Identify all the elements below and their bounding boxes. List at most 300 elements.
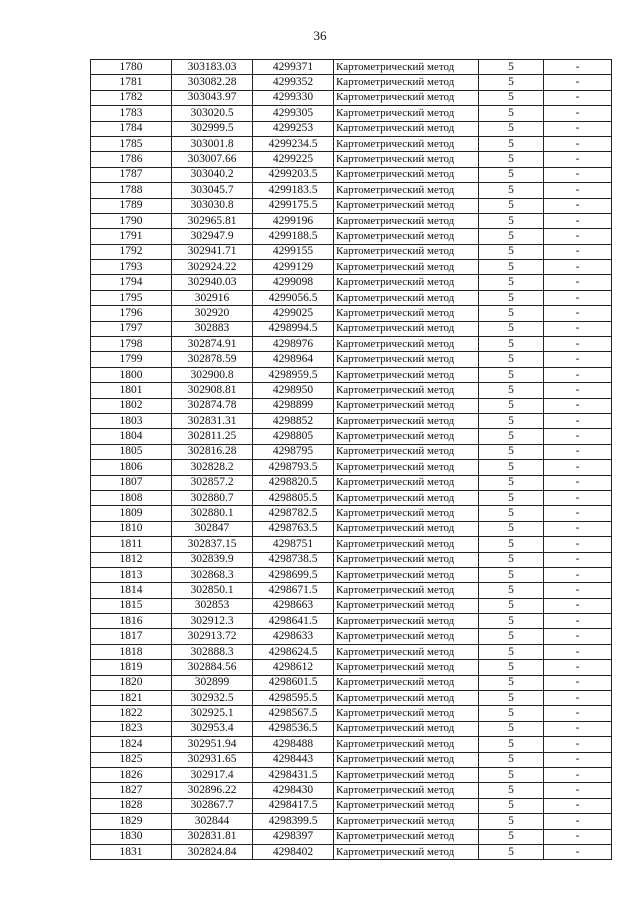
note-cell: - (544, 567, 612, 582)
x-coordinate-cell: 302874.91 (172, 337, 253, 352)
accuracy-cell: 5 (479, 644, 544, 659)
table-row (91, 60, 612, 75)
method-cell: Картометрический метод (334, 721, 479, 736)
x-coordinate-cell: 302811.25 (172, 429, 253, 444)
table-row (91, 798, 612, 813)
y-coordinate-cell: 4298805.5 (253, 490, 334, 505)
accuracy-cell: 5 (479, 75, 544, 90)
note-cell: - (544, 321, 612, 336)
table-row (91, 229, 612, 244)
x-coordinate-cell: 302831.31 (172, 413, 253, 428)
accuracy-cell: 5 (479, 136, 544, 151)
coordinates-table (90, 59, 612, 860)
x-coordinate-cell: 302853 (172, 598, 253, 613)
note-cell: - (544, 121, 612, 136)
point-number-cell: 1822 (91, 706, 172, 721)
accuracy-cell: 5 (479, 290, 544, 305)
y-coordinate-cell: 4298663 (253, 598, 334, 613)
accuracy-cell: 5 (479, 352, 544, 367)
accuracy-cell: 5 (479, 675, 544, 690)
method-cell: Картометрический метод (334, 675, 479, 690)
y-coordinate-cell: 4298950 (253, 383, 334, 398)
accuracy-cell: 5 (479, 521, 544, 536)
y-coordinate-cell: 4299253 (253, 121, 334, 136)
table-row (91, 121, 612, 136)
note-cell: - (544, 413, 612, 428)
y-coordinate-cell: 4299203.5 (253, 167, 334, 182)
accuracy-cell: 5 (479, 444, 544, 459)
method-cell: Картометрический метод (334, 367, 479, 382)
accuracy-cell: 5 (479, 167, 544, 182)
method-cell: Картометрический метод (334, 275, 479, 290)
accuracy-cell: 5 (479, 567, 544, 582)
x-coordinate-cell: 302916 (172, 290, 253, 305)
x-coordinate-cell: 302839.9 (172, 552, 253, 567)
note-cell: - (544, 167, 612, 182)
point-number-cell: 1817 (91, 629, 172, 644)
page-number: 36 (313, 28, 327, 43)
table-row (91, 198, 612, 213)
note-cell: - (544, 306, 612, 321)
accuracy-cell: 5 (479, 60, 544, 75)
accuracy-cell: 5 (479, 490, 544, 505)
accuracy-cell: 5 (479, 629, 544, 644)
x-coordinate-cell: 302965.81 (172, 213, 253, 228)
accuracy-cell: 5 (479, 829, 544, 844)
y-coordinate-cell: 4298671.5 (253, 583, 334, 598)
note-cell: - (544, 721, 612, 736)
point-number-cell: 1828 (91, 798, 172, 813)
point-number-cell: 1806 (91, 460, 172, 475)
accuracy-cell: 5 (479, 306, 544, 321)
method-cell: Картометрический метод (334, 521, 479, 536)
table-row (91, 337, 612, 352)
table-row (91, 506, 612, 521)
note-cell: - (544, 429, 612, 444)
point-number-cell: 1819 (91, 660, 172, 675)
table-row (91, 475, 612, 490)
accuracy-cell: 5 (479, 737, 544, 752)
x-coordinate-cell: 302931.65 (172, 752, 253, 767)
method-cell: Картометрический метод (334, 429, 479, 444)
method-cell: Картометрический метод (334, 752, 479, 767)
y-coordinate-cell: 4299025 (253, 306, 334, 321)
x-coordinate-cell: 302899 (172, 675, 253, 690)
table-row (91, 367, 612, 382)
accuracy-cell: 5 (479, 90, 544, 105)
accuracy-cell: 5 (479, 429, 544, 444)
accuracy-cell: 5 (479, 244, 544, 259)
table-row (91, 537, 612, 552)
y-coordinate-cell: 4298399.5 (253, 814, 334, 829)
y-coordinate-cell: 4298820.5 (253, 475, 334, 490)
note-cell: - (544, 660, 612, 675)
method-cell: Картометрический метод (334, 444, 479, 459)
note-cell: - (544, 183, 612, 198)
note-cell: - (544, 106, 612, 121)
y-coordinate-cell: 4299234.5 (253, 136, 334, 151)
accuracy-cell: 5 (479, 783, 544, 798)
y-coordinate-cell: 4298417.5 (253, 798, 334, 813)
y-coordinate-cell: 4298751 (253, 537, 334, 552)
table-row (91, 75, 612, 90)
note-cell: - (544, 614, 612, 629)
method-cell: Картометрический метод (334, 198, 479, 213)
table-row (91, 429, 612, 444)
note-cell: - (544, 475, 612, 490)
table-row (91, 106, 612, 121)
y-coordinate-cell: 4298612 (253, 660, 334, 675)
point-number-cell: 1792 (91, 244, 172, 259)
x-coordinate-cell: 303082.28 (172, 75, 253, 90)
y-coordinate-cell: 4299183.5 (253, 183, 334, 198)
table-row (91, 737, 612, 752)
x-coordinate-cell: 302932.5 (172, 691, 253, 706)
table-row (91, 136, 612, 151)
y-coordinate-cell: 4298601.5 (253, 675, 334, 690)
note-cell: - (544, 737, 612, 752)
table-row (91, 244, 612, 259)
x-coordinate-cell: 302951.94 (172, 737, 253, 752)
method-cell: Картометрический метод (334, 567, 479, 582)
accuracy-cell: 5 (479, 706, 544, 721)
note-cell: - (544, 537, 612, 552)
x-coordinate-cell: 302912.3 (172, 614, 253, 629)
note-cell: - (544, 490, 612, 505)
table-row (91, 321, 612, 336)
point-number-cell: 1783 (91, 106, 172, 121)
method-cell: Картометрический метод (334, 798, 479, 813)
accuracy-cell: 5 (479, 814, 544, 829)
point-number-cell: 1818 (91, 644, 172, 659)
note-cell: - (544, 552, 612, 567)
note-cell: - (544, 367, 612, 382)
table-row (91, 814, 612, 829)
table-row (91, 614, 612, 629)
method-cell: Картометрический метод (334, 321, 479, 336)
y-coordinate-cell: 4298402 (253, 844, 334, 859)
coordinates-table-body (91, 60, 612, 860)
method-cell: Картометрический метод (334, 152, 479, 167)
table-row (91, 152, 612, 167)
y-coordinate-cell: 4298431.5 (253, 767, 334, 782)
accuracy-cell: 5 (479, 152, 544, 167)
table-row (91, 844, 612, 859)
method-cell: Картометрический метод (334, 260, 479, 275)
method-cell: Картометрический метод (334, 229, 479, 244)
accuracy-cell: 5 (479, 767, 544, 782)
method-cell: Картометрический метод (334, 829, 479, 844)
y-coordinate-cell: 4298595.5 (253, 691, 334, 706)
x-coordinate-cell: 303007.66 (172, 152, 253, 167)
table-row (91, 583, 612, 598)
y-coordinate-cell: 4298641.5 (253, 614, 334, 629)
x-coordinate-cell: 302900.8 (172, 367, 253, 382)
x-coordinate-cell: 302913.72 (172, 629, 253, 644)
table-row (91, 675, 612, 690)
y-coordinate-cell: 4298738.5 (253, 552, 334, 567)
x-coordinate-cell: 302880.1 (172, 506, 253, 521)
y-coordinate-cell: 4299129 (253, 260, 334, 275)
method-cell: Картометрический метод (334, 383, 479, 398)
point-number-cell: 1811 (91, 537, 172, 552)
y-coordinate-cell: 4298699.5 (253, 567, 334, 582)
accuracy-cell: 5 (479, 229, 544, 244)
method-cell: Картометрический метод (334, 691, 479, 706)
point-number-cell: 1805 (91, 444, 172, 459)
point-number-cell: 1810 (91, 521, 172, 536)
y-coordinate-cell: 4299352 (253, 75, 334, 90)
note-cell: - (544, 275, 612, 290)
point-number-cell: 1826 (91, 767, 172, 782)
note-cell: - (544, 244, 612, 259)
table-row (91, 398, 612, 413)
note-cell: - (544, 213, 612, 228)
method-cell: Картометрический метод (334, 814, 479, 829)
note-cell: - (544, 90, 612, 105)
x-coordinate-cell: 302883 (172, 321, 253, 336)
y-coordinate-cell: 4299225 (253, 152, 334, 167)
point-number-cell: 1799 (91, 352, 172, 367)
point-number-cell: 1802 (91, 398, 172, 413)
note-cell: - (544, 260, 612, 275)
x-coordinate-cell: 302920 (172, 306, 253, 321)
note-cell: - (544, 136, 612, 151)
point-number-cell: 1784 (91, 121, 172, 136)
point-number-cell: 1781 (91, 75, 172, 90)
x-coordinate-cell: 302940.03 (172, 275, 253, 290)
method-cell: Картометрический метод (334, 660, 479, 675)
note-cell: - (544, 691, 612, 706)
method-cell: Картометрический метод (334, 506, 479, 521)
point-number-cell: 1824 (91, 737, 172, 752)
accuracy-cell: 5 (479, 614, 544, 629)
accuracy-cell: 5 (479, 506, 544, 521)
x-coordinate-cell: 302874.78 (172, 398, 253, 413)
method-cell: Картометрический метод (334, 106, 479, 121)
table-row (91, 183, 612, 198)
point-number-cell: 1812 (91, 552, 172, 567)
method-cell: Картометрический метод (334, 583, 479, 598)
x-coordinate-cell: 302908.81 (172, 383, 253, 398)
note-cell: - (544, 444, 612, 459)
table-row (91, 490, 612, 505)
point-number-cell: 1800 (91, 367, 172, 382)
table-row (91, 90, 612, 105)
method-cell: Картометрический метод (334, 552, 479, 567)
method-cell: Картометрический метод (334, 537, 479, 552)
y-coordinate-cell: 4299305 (253, 106, 334, 121)
method-cell: Картометрический метод (334, 90, 479, 105)
point-number-cell: 1801 (91, 383, 172, 398)
y-coordinate-cell: 4299188.5 (253, 229, 334, 244)
table-row (91, 521, 612, 536)
note-cell: - (544, 798, 612, 813)
point-number-cell: 1785 (91, 136, 172, 151)
note-cell: - (544, 460, 612, 475)
note-cell: - (544, 583, 612, 598)
accuracy-cell: 5 (479, 183, 544, 198)
point-number-cell: 1782 (91, 90, 172, 105)
point-number-cell: 1815 (91, 598, 172, 613)
note-cell: - (544, 290, 612, 305)
accuracy-cell: 5 (479, 691, 544, 706)
x-coordinate-cell: 302925.1 (172, 706, 253, 721)
note-cell: - (544, 152, 612, 167)
point-number-cell: 1831 (91, 844, 172, 859)
x-coordinate-cell: 303043.97 (172, 90, 253, 105)
y-coordinate-cell: 4298852 (253, 413, 334, 428)
x-coordinate-cell: 302847 (172, 521, 253, 536)
x-coordinate-cell: 302953.4 (172, 721, 253, 736)
x-coordinate-cell: 302947.9 (172, 229, 253, 244)
y-coordinate-cell: 4299155 (253, 244, 334, 259)
y-coordinate-cell: 4299175.5 (253, 198, 334, 213)
point-number-cell: 1813 (91, 567, 172, 582)
table-row (91, 721, 612, 736)
method-cell: Картометрический метод (334, 244, 479, 259)
y-coordinate-cell: 4299196 (253, 213, 334, 228)
accuracy-cell: 5 (479, 598, 544, 613)
x-coordinate-cell: 303030.8 (172, 198, 253, 213)
method-cell: Картометрический метод (334, 706, 479, 721)
point-number-cell: 1794 (91, 275, 172, 290)
x-coordinate-cell: 302831.81 (172, 829, 253, 844)
accuracy-cell: 5 (479, 106, 544, 121)
x-coordinate-cell: 302888.3 (172, 644, 253, 659)
note-cell: - (544, 521, 612, 536)
note-cell: - (544, 198, 612, 213)
method-cell: Картометрический метод (334, 75, 479, 90)
point-number-cell: 1795 (91, 290, 172, 305)
accuracy-cell: 5 (479, 321, 544, 336)
x-coordinate-cell: 302828.2 (172, 460, 253, 475)
method-cell: Картометрический метод (334, 136, 479, 151)
method-cell: Картометрический метод (334, 290, 479, 305)
method-cell: Картометрический метод (334, 306, 479, 321)
x-coordinate-cell: 302850.1 (172, 583, 253, 598)
accuracy-cell: 5 (479, 552, 544, 567)
point-number-cell: 1789 (91, 198, 172, 213)
point-number-cell: 1816 (91, 614, 172, 629)
table-row (91, 444, 612, 459)
x-coordinate-cell: 302868.3 (172, 567, 253, 582)
y-coordinate-cell: 4298397 (253, 829, 334, 844)
accuracy-cell: 5 (479, 275, 544, 290)
point-number-cell: 1820 (91, 675, 172, 690)
x-coordinate-cell: 302837.15 (172, 537, 253, 552)
table-row (91, 306, 612, 321)
point-number-cell: 1791 (91, 229, 172, 244)
point-number-cell: 1827 (91, 783, 172, 798)
note-cell: - (544, 75, 612, 90)
y-coordinate-cell: 4298994.5 (253, 321, 334, 336)
point-number-cell: 1814 (91, 583, 172, 598)
point-number-cell: 1825 (91, 752, 172, 767)
accuracy-cell: 5 (479, 413, 544, 428)
point-number-cell: 1803 (91, 413, 172, 428)
accuracy-cell: 5 (479, 213, 544, 228)
y-coordinate-cell: 4299371 (253, 60, 334, 75)
point-number-cell: 1786 (91, 152, 172, 167)
method-cell: Картометрический метод (334, 490, 479, 505)
y-coordinate-cell: 4298795 (253, 444, 334, 459)
y-coordinate-cell: 4298633 (253, 629, 334, 644)
x-coordinate-cell: 302844 (172, 814, 253, 829)
table-row (91, 767, 612, 782)
point-number-cell: 1793 (91, 260, 172, 275)
accuracy-cell: 5 (479, 721, 544, 736)
x-coordinate-cell: 302924.22 (172, 260, 253, 275)
note-cell: - (544, 706, 612, 721)
y-coordinate-cell: 4299098 (253, 275, 334, 290)
note-cell: - (544, 506, 612, 521)
y-coordinate-cell: 4298763.5 (253, 521, 334, 536)
x-coordinate-cell: 302867.7 (172, 798, 253, 813)
table-row (91, 213, 612, 228)
table-row (91, 413, 612, 428)
y-coordinate-cell: 4298899 (253, 398, 334, 413)
table-row (91, 567, 612, 582)
y-coordinate-cell: 4298976 (253, 337, 334, 352)
point-number-cell: 1787 (91, 167, 172, 182)
table-row (91, 752, 612, 767)
accuracy-cell: 5 (479, 537, 544, 552)
method-cell: Картометрический метод (334, 460, 479, 475)
table-row (91, 629, 612, 644)
note-cell: - (544, 844, 612, 859)
note-cell: - (544, 352, 612, 367)
x-coordinate-cell: 302878.59 (172, 352, 253, 367)
note-cell: - (544, 767, 612, 782)
note-cell: - (544, 383, 612, 398)
method-cell: Картометрический метод (334, 183, 479, 198)
method-cell: Картометрический метод (334, 213, 479, 228)
accuracy-cell: 5 (479, 383, 544, 398)
y-coordinate-cell: 4298959.5 (253, 367, 334, 382)
x-coordinate-cell: 302999.5 (172, 121, 253, 136)
accuracy-cell: 5 (479, 367, 544, 382)
method-cell: Картометрический метод (334, 844, 479, 859)
accuracy-cell: 5 (479, 198, 544, 213)
x-coordinate-cell: 302880.7 (172, 490, 253, 505)
point-number-cell: 1821 (91, 691, 172, 706)
accuracy-cell: 5 (479, 660, 544, 675)
y-coordinate-cell: 4298488 (253, 737, 334, 752)
x-coordinate-cell: 303020.5 (172, 106, 253, 121)
x-coordinate-cell: 303183.03 (172, 60, 253, 75)
x-coordinate-cell: 302824.84 (172, 844, 253, 859)
x-coordinate-cell: 302857.2 (172, 475, 253, 490)
y-coordinate-cell: 4299330 (253, 90, 334, 105)
accuracy-cell: 5 (479, 844, 544, 859)
note-cell: - (544, 337, 612, 352)
table-row (91, 383, 612, 398)
note-cell: - (544, 752, 612, 767)
table-row (91, 460, 612, 475)
accuracy-cell: 5 (479, 121, 544, 136)
table-row (91, 706, 612, 721)
accuracy-cell: 5 (479, 752, 544, 767)
y-coordinate-cell: 4298443 (253, 752, 334, 767)
method-cell: Картометрический метод (334, 121, 479, 136)
table-row (91, 275, 612, 290)
point-number-cell: 1796 (91, 306, 172, 321)
table-row (91, 598, 612, 613)
point-number-cell: 1830 (91, 829, 172, 844)
method-cell: Картометрический метод (334, 629, 479, 644)
y-coordinate-cell: 4298805 (253, 429, 334, 444)
